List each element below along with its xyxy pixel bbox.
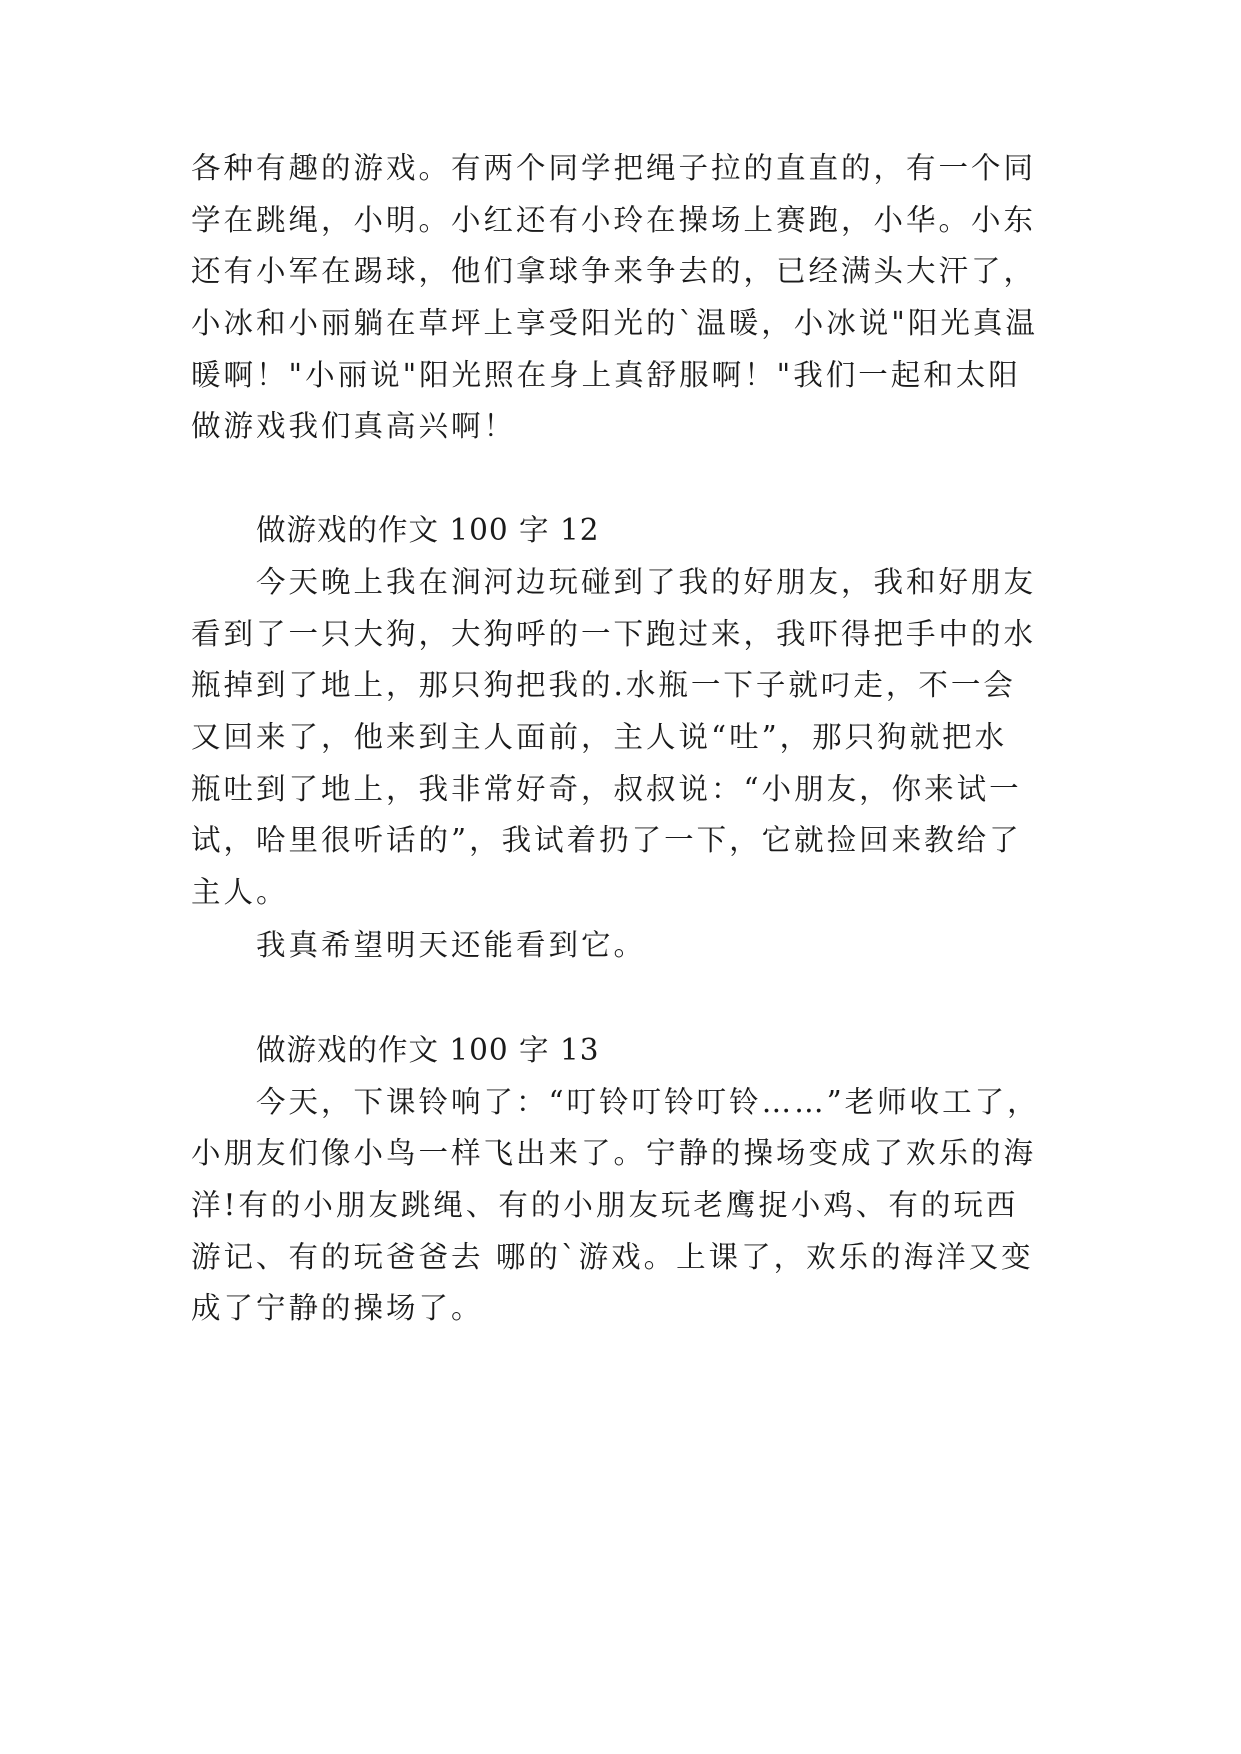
- paragraph-line: 游记、有的玩爸爸去 哪的`游戏。上课了，欢乐的海洋又变: [191, 1240, 1034, 1274]
- paragraph-line: 小冰和小丽躺在草坪上享受阳光的`温暖，小冰说"阳光真温: [191, 306, 1038, 340]
- paragraph-line: 暖啊！"小丽说"阳光照在身上真舒服啊！"我们一起和太阳: [191, 358, 1021, 392]
- paragraph-line: 各种有趣的游戏。有两个同学把绳子拉的直直的，有一个同: [191, 151, 1037, 185]
- paragraph-line: 今天，下课铃响了：“叮铃叮铃叮铃……”老师收工了，: [256, 1085, 1040, 1119]
- paragraph-line: 试，哈里很听话的”，我试着扔了一下，它就捡回来教给了: [191, 823, 1022, 857]
- paragraph-line: 我真希望明天还能看到它。: [256, 928, 647, 962]
- paragraph-line: 瓶吐到了地上，我非常好奇，叔叔说：“小朋友，你来试一: [191, 772, 1022, 806]
- section-heading: 做游戏的作文 100 字 13: [256, 1033, 600, 1067]
- paragraph-line: 瓶掉到了地上，那只狗把我的.水瓶一下子就叼走，不一会: [191, 668, 1016, 702]
- paragraph-line: 还有小军在踢球，他们拿球争来争去的，已经满头大汗了，: [191, 254, 1037, 288]
- paragraph-line: 主人。: [191, 875, 289, 909]
- paragraph-line: 又回来了，他来到主人面前，主人说“吐”，那只狗就把水: [191, 720, 1008, 754]
- paragraph-line: 洋!有的小朋友跳绳、有的小朋友玩老鹰捉小鸡、有的玩西: [191, 1188, 1019, 1222]
- paragraph-line: 成了宁静的操场了。: [191, 1291, 484, 1325]
- paragraph-line: 小朋友们像小鸟一样飞出来了。宁静的操场变成了欢乐的海: [191, 1136, 1037, 1170]
- paragraph-line: 做游戏我们真高兴啊！: [191, 409, 517, 443]
- paragraph-line: 学在跳绳，小明。小红还有小玲在操场上赛跑，小华。小东: [191, 203, 1037, 237]
- paragraph-line: 看到了一只大狗，大狗呼的一下跑过来，我吓得把手中的水: [191, 617, 1037, 651]
- section-heading: 做游戏的作文 100 字 12: [256, 513, 600, 547]
- paragraph-line: 今天晚上我在涧河边玩碰到了我的好朋友，我和好朋友: [256, 565, 1037, 599]
